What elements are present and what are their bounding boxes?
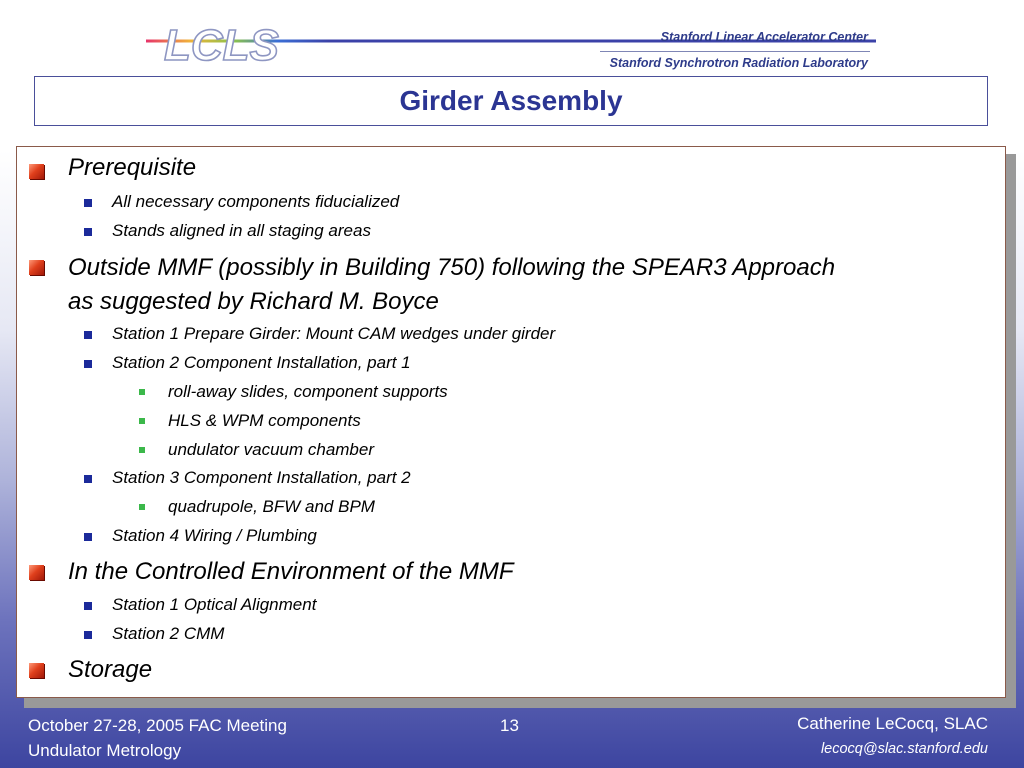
title-box [34,76,988,126]
bullet-controlled-environment: In the Controlled Environment of the MMF [68,558,514,585]
bullet-station2-install: Station 2 Component Installation, part 1 [112,353,411,372]
bullet-station1-optical: Station 1 Optical Alignment [112,595,317,614]
org-divider [600,51,870,52]
bullet-level1-icon [29,565,44,580]
slide-title: Girder Assembly [399,85,623,116]
lcls-logo-text: LCLS [164,21,279,68]
bullet-level3-icon [139,389,145,395]
bullet-station1-prepare: Station 1 Prepare Girder: Mount CAM wedges under girder [112,324,556,343]
bullet-outside-mmf-continued: as suggested by Richard M. Boyce [68,288,439,315]
bullet-station3-install: Station 3 Component Installation, part 2 [112,468,411,487]
bullet-outside-mmf: Outside MMF (possibly in Building 750) following the SPEAR3 Approach [68,254,836,281]
bullet-components-fiducialized: All necessary components fiducialized [112,192,400,211]
bullet-quadrupole: quadrupole, BFW and BPM [168,497,375,516]
org-name-ssrl: Stanford Synchrotron Radiation Laboratory [609,56,868,70]
bullet-level2-icon [84,331,92,339]
bullet-vacuum-chamber: undulator vacuum chamber [168,440,375,459]
footer-email: lecocq@slac.stanford.edu [820,741,988,757]
bullet-level2-icon [84,199,92,207]
org-name-slac: Stanford Linear Accelerator Center [660,30,868,44]
bullet-level2-icon [84,228,92,236]
bullet-level2-icon [84,631,92,639]
bullet-rollaway-slides: roll-away slides, component supports [168,382,448,401]
lcls-logo [146,12,286,68]
bullet-level3-icon [139,447,145,453]
bullet-level1-icon [29,164,44,179]
bullet-storage: Storage [68,656,153,683]
bullet-hls-wpm: HLS & WPM components [168,411,361,430]
bullet-level3-icon [139,418,145,424]
bullet-station4-wiring: Station 4 Wiring / Plumbing [112,526,317,545]
footer-author: Catherine LeCocq, SLAC [797,714,988,733]
bullet-level3-icon [139,504,145,510]
footer-subtitle: Undulator Metrology [28,741,182,760]
bullet-level2-icon [84,360,92,368]
footer-date: October 27-28, 2005 FAC Meeting [28,716,287,735]
bullet-level1-icon [29,260,44,275]
bullet-level2-icon [84,602,92,610]
bullet-level2-icon [84,533,92,541]
bullet-stands-aligned: Stands aligned in all staging areas [112,221,371,240]
page-number: 13 [500,716,519,735]
content-panel [16,146,1006,698]
bullet-station2-cmm: Station 2 CMM [112,624,225,643]
bullet-level1-icon [29,663,44,678]
bullet-prerequisite: Prerequisite [68,154,197,181]
bullet-level2-icon [84,475,92,483]
